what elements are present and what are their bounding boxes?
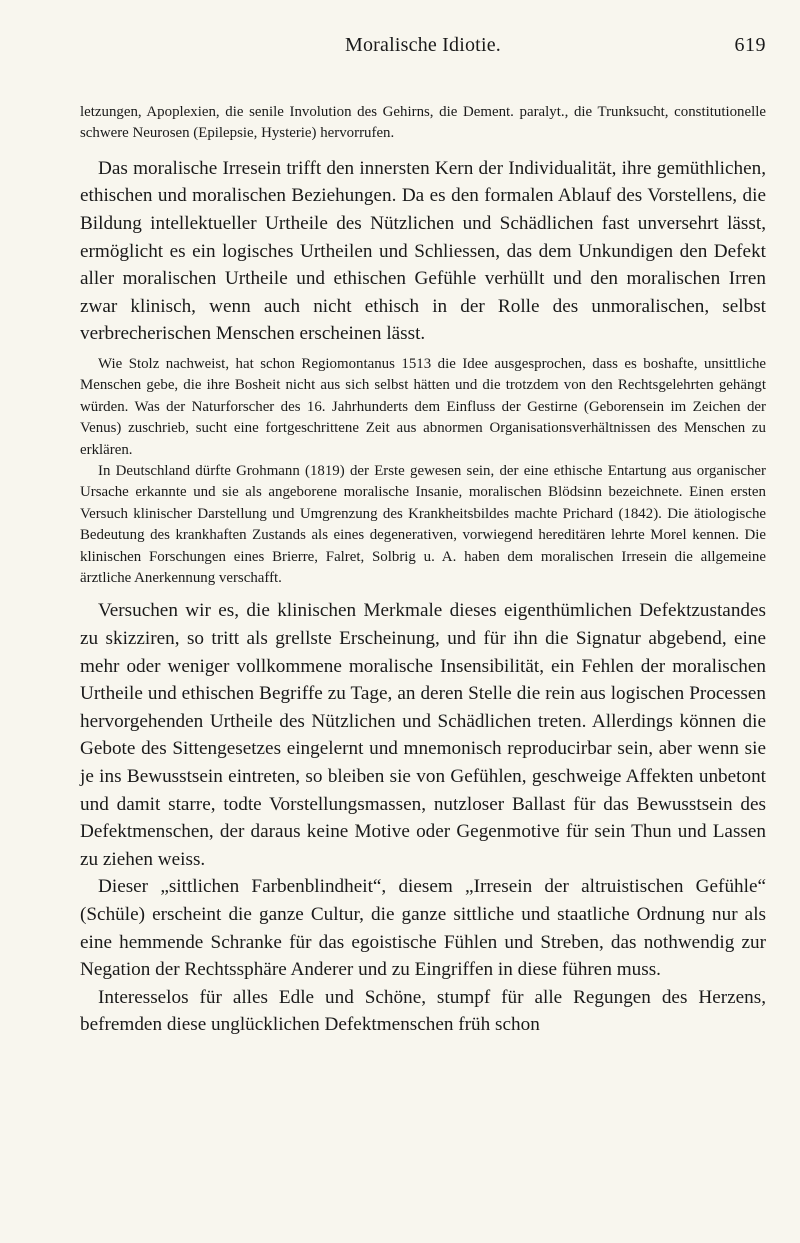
paragraph-note: In Deutschland dürfte Grohmann (1819) der Erste gewesen sein, der eine ethische Entartung aus organischer Ursache erkannte und sie als angeborene moralische Insanie, moralischen Blödsinn bezeichnete. Einen ersten Versuch klinischer Darstellung und Umgrenzung des Krankheitsbildes machte Prichard (1842). Die ätiologische Bedeutung des krankhaften Zustands als eines degenerativen, vorwiegend hereditären lehrte Morel kennen. Die klinischen Forschungen eines Brierre, Falret, Solbrig u. A. haben dem moralischen Irresein die allgemeine ärztliche Anerkennung verschafft. — [80, 463, 766, 587]
paragraph-main: Das moralische Irresein trifft den innersten Kern der Individualität, ihre gemüthlichen, ethischen und moralischen Beziehungen. Da es den formalen Ablauf des Vorstellens, die Bildung intellektueller Urtheile des Nützlichen und Schädlichen fast unversehrt lässt, ermöglicht es ein logisches Urtheilen und Schliessen, das dem Unkundigen den Defekt aller moralischen Urtheile und ethischen Gefühle verhüllt und den moralischen Irren zwar klinisch, wenn auch nicht ethisch in der Rolle des unmoralischen, selbst verbrecherischen Menschen erscheinen lässt. — [80, 157, 766, 345]
running-title: Moralische Idiotie. — [345, 34, 501, 56]
paragraph-continuation: letzungen, Apoplexien, die senile Involution des Gehirns, die Dement. paralyt., die Trunksucht, constitutionelle schwere Neurosen (Epilepsie, Hysterie) hervorrufen. — [80, 104, 766, 142]
page-number: 619 — [734, 34, 766, 56]
paragraph-main: Interesselos für alles Edle und Schöne, stumpf für alle Regungen des Herzens, befremden diese unglücklichen Defektmenschen früh schon — [80, 986, 766, 1036]
paragraph-main: Versuchen wir es, die klinischen Merkmale dieses eigenthümlichen Defektzustandes zu skizziren, so tritt als grellste Erscheinung, und für ihn die Signatur abgebend, eine mehr oder weniger vollkommene moralische Insensibilität, ein Fehlen der moralischen Urtheile und ethischen Begriffe zu Tage, an deren Stelle die rein aus logischen Processen hervorgehenden Urtheile des Nützlichen und Schädlichen treten. Allerdings können die Gebote des Sittengesetzes eingelernt und mnemonisch reproducirbar sein, aber wenn sie je ins Bewusstsein eintreten, so bleiben sie von Gefühlen, geschweige Affekten unbetont und damit starre, todte Vorstellungsmassen, nutzloser Ballast für das Bewusstsein des Defektmenschen, der daraus keine Motive oder Gegenmotive für sein Thun und Lassen zu ziehen weiss. — [80, 600, 766, 870]
running-header — [80, 16, 766, 58]
paragraph-main: Dieser „sittlichen Farbenblindheit“, diesem „Irresein der altruistischen Gefühle“ (Schüle) erscheint die ganze Cultur, die ganze sittliche und staatliche Ordnung nur als eine hemmende Schranke für das egoistische Fühlen und Streben, das nothwendig zur Negation der Rechtssphäre Anderer und zu Eingriffen in diese führen muss. — [80, 876, 766, 981]
paragraph-note: Wie Stolz nachweist, hat schon Regiomontanus 1513 die Idee ausgesprochen, dass es boshafte, unsittliche Menschen gebe, die ihre Bosheit nicht aus sich selbst hätten und die trotzdem von den Rechtsgelehrten gehängt würden. Was der Naturforscher des 16. Jahrhunderts dem Einfluss der Gestirne (Geborensein im Zeichen der Venus) zuschrieb, sucht eine fortgeschrittene Zeit aus abnormen Organisationsverhältnissen des Menschen zu erklären. — [80, 355, 766, 458]
